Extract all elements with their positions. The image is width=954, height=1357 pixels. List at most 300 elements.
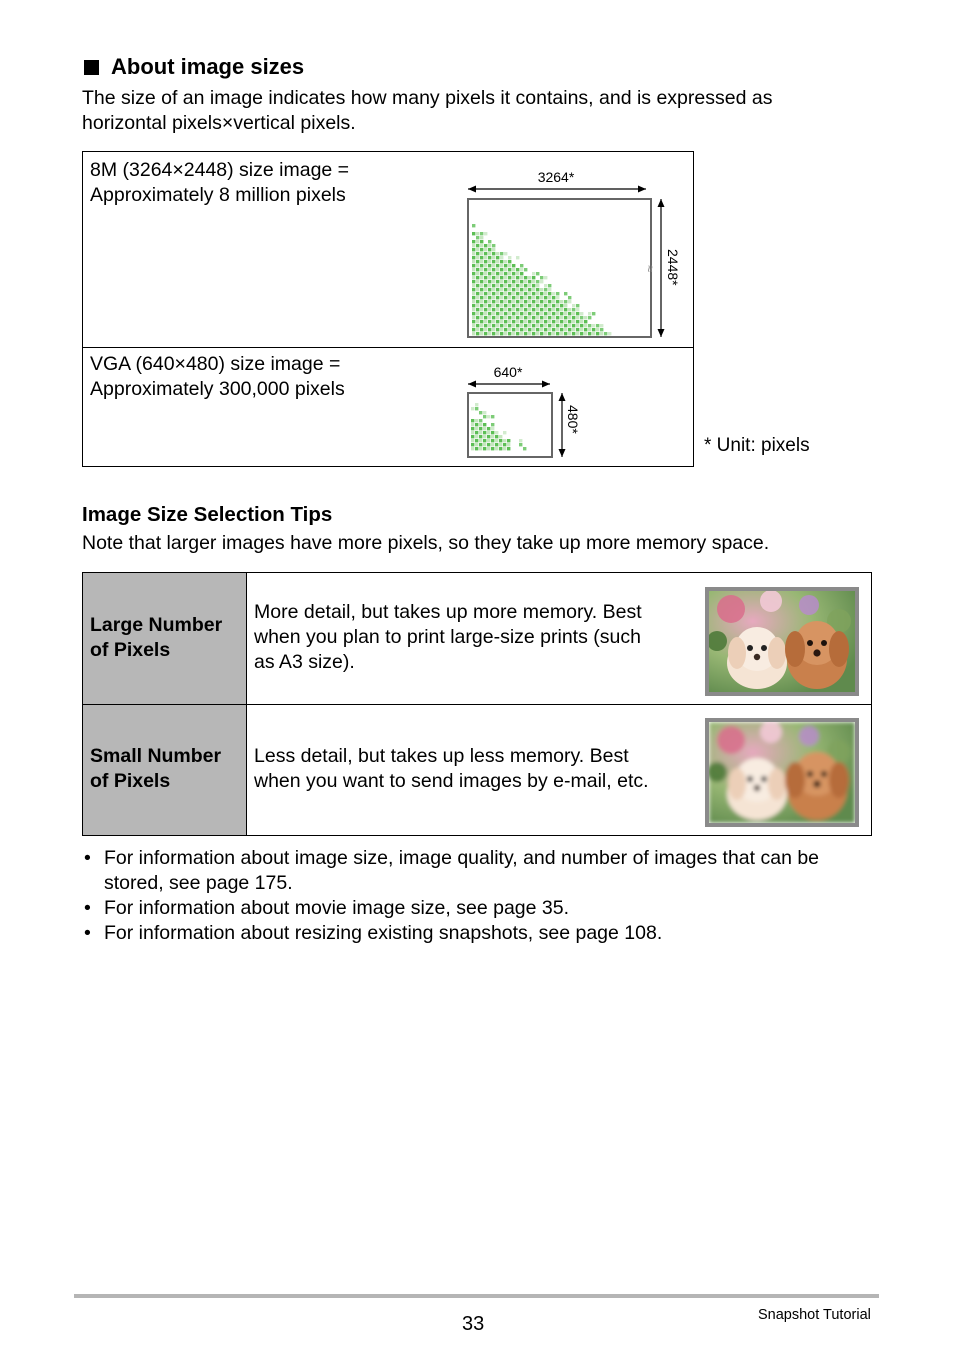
pixel-square xyxy=(488,300,491,303)
pixel-square xyxy=(508,264,511,267)
pixel-square xyxy=(520,312,523,315)
pixel-square xyxy=(532,320,535,323)
pixel-square xyxy=(516,304,519,307)
pixel-square xyxy=(484,248,487,251)
pixel-square xyxy=(471,443,474,446)
pixel-square xyxy=(492,252,495,255)
pixel-square xyxy=(475,447,478,450)
pixel-square xyxy=(512,272,515,275)
pixel-square xyxy=(472,292,475,295)
pixel-square xyxy=(564,292,567,295)
pixel-square xyxy=(572,304,575,307)
pixel-square xyxy=(475,427,478,430)
pixel-square xyxy=(512,284,515,287)
pixel-square xyxy=(596,324,599,327)
pixel-square xyxy=(472,276,475,279)
pixel-square xyxy=(504,268,507,271)
pixel-square xyxy=(536,284,539,287)
pixel-square xyxy=(504,280,507,283)
pixel-square xyxy=(500,328,503,331)
pixel-square xyxy=(479,443,482,446)
pixel-square xyxy=(516,288,519,291)
pixel-square xyxy=(508,332,511,335)
pixel-square xyxy=(492,248,495,251)
pixel-square xyxy=(496,328,499,331)
pixel-square xyxy=(491,443,494,446)
pixel-square xyxy=(480,308,483,311)
pixel-square xyxy=(472,328,475,331)
pixel-square xyxy=(496,312,499,315)
pixel-square xyxy=(472,320,475,323)
tips-row-large-header-line1: Large Number xyxy=(90,614,223,636)
bullet-item xyxy=(82,921,882,946)
tips-row-large-text-line3: as A3 size). xyxy=(254,651,355,673)
pixel-square xyxy=(492,312,495,315)
pixel-square xyxy=(588,324,591,327)
pixel-square xyxy=(483,435,486,438)
pixel-square xyxy=(572,320,575,323)
pixel-square xyxy=(520,288,523,291)
pixel-square xyxy=(519,439,522,442)
pixel-square xyxy=(560,324,563,327)
pixel-square xyxy=(492,280,495,283)
pixel-square xyxy=(564,308,567,311)
pixel-square xyxy=(508,280,511,283)
width-8m-label: 3264* xyxy=(537,169,575,185)
pixel-square xyxy=(544,288,547,291)
pixel-square xyxy=(488,304,491,307)
pixel-square xyxy=(484,324,487,327)
pixel-square xyxy=(475,435,478,438)
pixel-square xyxy=(532,288,535,291)
height-8m-label: 2448* xyxy=(665,249,681,286)
pixel-square xyxy=(479,419,482,422)
section-heading-text: About image sizes xyxy=(111,54,305,79)
pixel-square xyxy=(508,272,511,275)
pixel-square xyxy=(516,312,519,315)
pixel-square xyxy=(488,264,491,267)
pixel-square xyxy=(544,276,547,279)
pixel-square xyxy=(512,292,515,295)
pixel-square xyxy=(580,328,583,331)
pixel-square xyxy=(520,332,523,335)
size-8m-caption xyxy=(90,158,349,208)
pixel-square xyxy=(476,240,479,243)
pixel-square xyxy=(584,320,587,323)
pixel-square xyxy=(532,304,535,307)
pixel-square xyxy=(492,292,495,295)
pixel-square xyxy=(528,300,531,303)
pixel-square xyxy=(496,276,499,279)
pixel-square xyxy=(484,264,487,267)
pixel-square xyxy=(500,288,503,291)
tips-row-small-header xyxy=(90,744,221,794)
pixel-square xyxy=(472,284,475,287)
tips-row-small-text-line2: when you want to send images by e-mail, etc. xyxy=(254,770,649,792)
pixel-square xyxy=(540,320,543,323)
pixel-square xyxy=(500,252,503,255)
pixel-square xyxy=(492,308,495,311)
pixel-square xyxy=(560,332,563,335)
pixel-square xyxy=(512,316,515,319)
pixel-square xyxy=(476,296,479,299)
pixel-square xyxy=(572,324,575,327)
pixel-square xyxy=(476,308,479,311)
pixel-square xyxy=(548,284,551,287)
pixel-square xyxy=(548,328,551,331)
pixel-square xyxy=(504,320,507,323)
tips-row-divider xyxy=(83,704,871,705)
pixel-square xyxy=(475,439,478,442)
pixel-square xyxy=(496,272,499,275)
pixel-square xyxy=(548,316,551,319)
pixel-square xyxy=(528,324,531,327)
pixel-square xyxy=(476,284,479,287)
tips-note: Note that larger images have more pixels, so they take up more memory space. xyxy=(82,532,770,554)
pixel-square xyxy=(487,443,490,446)
pixel-square xyxy=(504,300,507,303)
pixel-square xyxy=(471,427,474,430)
pixel-square xyxy=(471,435,474,438)
pixel-square xyxy=(488,240,491,243)
pixel-square xyxy=(483,447,486,450)
pixel-square xyxy=(544,316,547,319)
pixel-square xyxy=(548,300,551,303)
pixel-square xyxy=(576,316,579,319)
pixel-square xyxy=(580,324,583,327)
pixel-square xyxy=(476,312,479,315)
pixel-square xyxy=(483,427,486,430)
pixel-square xyxy=(519,443,522,446)
arrow-left-icon xyxy=(468,381,476,388)
pixel-square xyxy=(528,280,531,283)
section-title: Snapshot Tutorial xyxy=(758,1307,871,1323)
pixel-square xyxy=(507,447,510,450)
pixel-square xyxy=(488,332,491,335)
pixel-square xyxy=(560,328,563,331)
pixel-square xyxy=(492,272,495,275)
pixel-square xyxy=(471,407,474,410)
pixel-square xyxy=(491,431,494,434)
pixel-square xyxy=(556,296,559,299)
pixel-square xyxy=(472,296,475,299)
width-vga-label: 640* xyxy=(493,364,523,380)
pixel-square xyxy=(520,320,523,323)
pixel-square xyxy=(500,320,503,323)
pixel-square xyxy=(484,276,487,279)
pixel-square xyxy=(552,296,555,299)
pixel-square xyxy=(556,292,559,295)
pixel-square xyxy=(484,304,487,307)
pixel-square xyxy=(520,272,523,275)
bullet-dot-icon: • xyxy=(84,897,91,919)
pixel-square xyxy=(516,296,519,299)
pixel-square xyxy=(472,308,475,311)
pixel-square xyxy=(536,332,539,335)
pixel-square xyxy=(536,320,539,323)
pixel-square xyxy=(520,292,523,295)
pixel-square xyxy=(480,264,483,267)
pixel-square xyxy=(512,308,515,311)
pixel-square xyxy=(504,260,507,263)
pixel-square xyxy=(532,300,535,303)
bullet-item-1-line1: For information about image size, image quality, and number of images that can be xyxy=(104,847,820,869)
tips-row-small-header-line2: of Pixels xyxy=(90,770,171,792)
pixel-square xyxy=(480,312,483,315)
tips-heading: Image Size Selection Tips xyxy=(82,503,333,526)
pixel-square xyxy=(540,300,543,303)
pixel-square xyxy=(500,292,503,295)
pixel-square xyxy=(480,272,483,275)
pixel-square xyxy=(516,256,519,259)
pixel-square xyxy=(508,320,511,323)
pixel-square xyxy=(508,288,511,291)
pixel-square xyxy=(552,328,555,331)
pixel-square xyxy=(520,276,523,279)
pixel-square xyxy=(499,443,502,446)
pixel-square xyxy=(480,256,483,259)
pixel-square xyxy=(508,308,511,311)
dogs-photo-high-detail xyxy=(705,587,859,696)
pixel-square xyxy=(576,308,579,311)
pixel-square xyxy=(568,300,571,303)
pixel-square xyxy=(500,284,503,287)
pixel-square xyxy=(512,332,515,335)
pixel-square xyxy=(540,312,543,315)
pixel-square xyxy=(520,304,523,307)
bullet-dot-icon: • xyxy=(84,922,91,944)
pixel-square xyxy=(556,308,559,311)
pixel-square xyxy=(528,332,531,335)
pixel-square xyxy=(471,439,474,442)
pixel-square xyxy=(504,316,507,319)
height-vga-label: 480* xyxy=(565,405,581,434)
pixel-square xyxy=(524,288,527,291)
arrow-right-icon xyxy=(542,381,550,388)
pixel-square xyxy=(480,320,483,323)
pixel-square xyxy=(484,284,487,287)
pixel-square xyxy=(516,272,519,275)
pixel-square xyxy=(580,316,583,319)
pixel-square xyxy=(600,328,603,331)
pixel-square xyxy=(544,320,547,323)
pixel-square xyxy=(476,324,479,327)
pixel-square xyxy=(484,288,487,291)
pixel-square xyxy=(508,312,511,315)
pixel-square xyxy=(496,264,499,267)
pixel-square xyxy=(476,272,479,275)
pixel-square xyxy=(476,260,479,263)
arrow-up-icon xyxy=(658,199,665,207)
pixel-square xyxy=(592,332,595,335)
pixel-square xyxy=(492,324,495,327)
pixel-square xyxy=(496,308,499,311)
pixel-square xyxy=(520,316,523,319)
pixel-square xyxy=(596,332,599,335)
pixel-square xyxy=(540,292,543,295)
pixel-square xyxy=(476,244,479,247)
tips-row-large-header-line2: of Pixels xyxy=(90,639,171,661)
pixel-square xyxy=(480,260,483,263)
pixel-square xyxy=(576,328,579,331)
pixel-square xyxy=(496,320,499,323)
pixel-square xyxy=(548,312,551,315)
pixel-square xyxy=(480,268,483,271)
pixel-square xyxy=(592,328,595,331)
pixel-square xyxy=(524,320,527,323)
pixel-square xyxy=(572,328,575,331)
pixel-square xyxy=(491,427,494,430)
pixel-square xyxy=(476,304,479,307)
pixel-square xyxy=(568,308,571,311)
pixel-square xyxy=(476,280,479,283)
pixel-square xyxy=(600,324,603,327)
pixel-square xyxy=(560,304,563,307)
pixel-square xyxy=(548,332,551,335)
pixel-square xyxy=(491,423,494,426)
pixel-square xyxy=(528,292,531,295)
tips-row-small-header-line1: Small Number xyxy=(90,745,222,767)
pixel-square xyxy=(524,292,527,295)
pixel-square xyxy=(512,312,515,315)
pixel-square xyxy=(564,312,567,315)
pixel-square xyxy=(556,316,559,319)
pixel-square xyxy=(495,443,498,446)
pixel-square xyxy=(479,431,482,434)
pixel-square xyxy=(516,268,519,271)
pixel-square xyxy=(548,320,551,323)
pixel-square xyxy=(512,280,515,283)
pixel-square xyxy=(492,288,495,291)
pixel-square xyxy=(503,431,506,434)
break-mark-icon: ≈ xyxy=(643,265,658,273)
pixel-square xyxy=(588,328,591,331)
pixel-square xyxy=(484,272,487,275)
pixel-square xyxy=(488,288,491,291)
pixel-square xyxy=(608,332,611,335)
pixel-square xyxy=(475,407,478,410)
pixel-square xyxy=(512,288,515,291)
pixel-square xyxy=(536,292,539,295)
pixel-square xyxy=(532,292,535,295)
pixel-square xyxy=(496,316,499,319)
pixel-square xyxy=(480,240,483,243)
pixel-square xyxy=(480,276,483,279)
pixel-square xyxy=(516,320,519,323)
pixel-square xyxy=(492,276,495,279)
pixel-square xyxy=(472,224,475,227)
pixel-square xyxy=(512,328,515,331)
pixel-square xyxy=(504,276,507,279)
arrow-down-icon xyxy=(559,449,566,457)
pixel-square xyxy=(472,288,475,291)
pixel-square xyxy=(512,304,515,307)
pixel-square xyxy=(483,423,486,426)
pixel-square xyxy=(568,320,571,323)
pixel-square xyxy=(472,264,475,267)
pixel-square xyxy=(540,296,543,299)
pixel-square xyxy=(524,308,527,311)
pixel-square xyxy=(472,244,475,247)
pixel-square xyxy=(544,304,547,307)
pixel-square xyxy=(520,296,523,299)
pixel-square xyxy=(495,435,498,438)
pixel-square xyxy=(503,447,506,450)
pixel-square xyxy=(556,304,559,307)
size-vga-line1: VGA (640×480) size image = xyxy=(90,353,341,375)
pixel-square xyxy=(496,252,499,255)
pixel-square xyxy=(556,328,559,331)
pixel-square xyxy=(471,431,474,434)
pixel-square xyxy=(492,284,495,287)
pixel-square xyxy=(491,415,494,418)
pixel-square xyxy=(496,260,499,263)
pixel-square xyxy=(500,304,503,307)
pixel-square xyxy=(572,308,575,311)
bullet-item xyxy=(82,896,882,921)
pixel-square xyxy=(500,300,503,303)
pixel-square xyxy=(483,415,486,418)
pixel-square xyxy=(484,252,487,255)
pixel-square xyxy=(476,300,479,303)
pixel-square xyxy=(512,320,515,323)
pixel-square xyxy=(500,268,503,271)
tips-row-large-text-line1: More detail, but takes up more memory. Best xyxy=(254,601,642,623)
pixel-square xyxy=(472,280,475,283)
pixel-square xyxy=(476,252,479,255)
footer-rule xyxy=(74,1294,879,1298)
pixel-square xyxy=(472,252,475,255)
pixel-square xyxy=(524,312,527,315)
dogs-illustration-blurred xyxy=(709,722,855,823)
pixel-square xyxy=(544,328,547,331)
pixel-square xyxy=(496,300,499,303)
pixel-square xyxy=(524,332,527,335)
pixel-square xyxy=(564,328,567,331)
pixel-square xyxy=(491,435,494,438)
pixel-square xyxy=(500,332,503,335)
pixel-square xyxy=(536,304,539,307)
pixel-square xyxy=(544,312,547,315)
pixel-square xyxy=(532,324,535,327)
pixel-square xyxy=(580,320,583,323)
pixel-square xyxy=(484,268,487,271)
bullet-dot-icon: • xyxy=(84,847,91,869)
pixel-square xyxy=(476,232,479,235)
pixel-square xyxy=(528,328,531,331)
pixel-square xyxy=(500,256,503,259)
pixel-square xyxy=(584,328,587,331)
pixel-square xyxy=(500,324,503,327)
pixel-square xyxy=(476,292,479,295)
pixel-square xyxy=(536,308,539,311)
pixel-square xyxy=(520,324,523,327)
pixel-square xyxy=(500,272,503,275)
pixel-square xyxy=(548,304,551,307)
pixel-square xyxy=(492,296,495,299)
pixel-square xyxy=(536,312,539,315)
pixel-square xyxy=(532,284,535,287)
pixel-square xyxy=(471,447,474,450)
pixel-square xyxy=(520,268,523,271)
pixel-square xyxy=(524,280,527,283)
tips-row-large-text-line2: when you plan to print large-size prints (such xyxy=(254,626,641,648)
pixel-square xyxy=(524,296,527,299)
pixel-square xyxy=(516,280,519,283)
pixel-square xyxy=(580,332,583,335)
intro-paragraph: The size of an image indicates how many pixels it contains, and is expressed as horizontal pixels×vertical pixels. xyxy=(82,87,773,134)
size-8m-line1: 8M (3264×2448) size image = xyxy=(90,159,350,181)
